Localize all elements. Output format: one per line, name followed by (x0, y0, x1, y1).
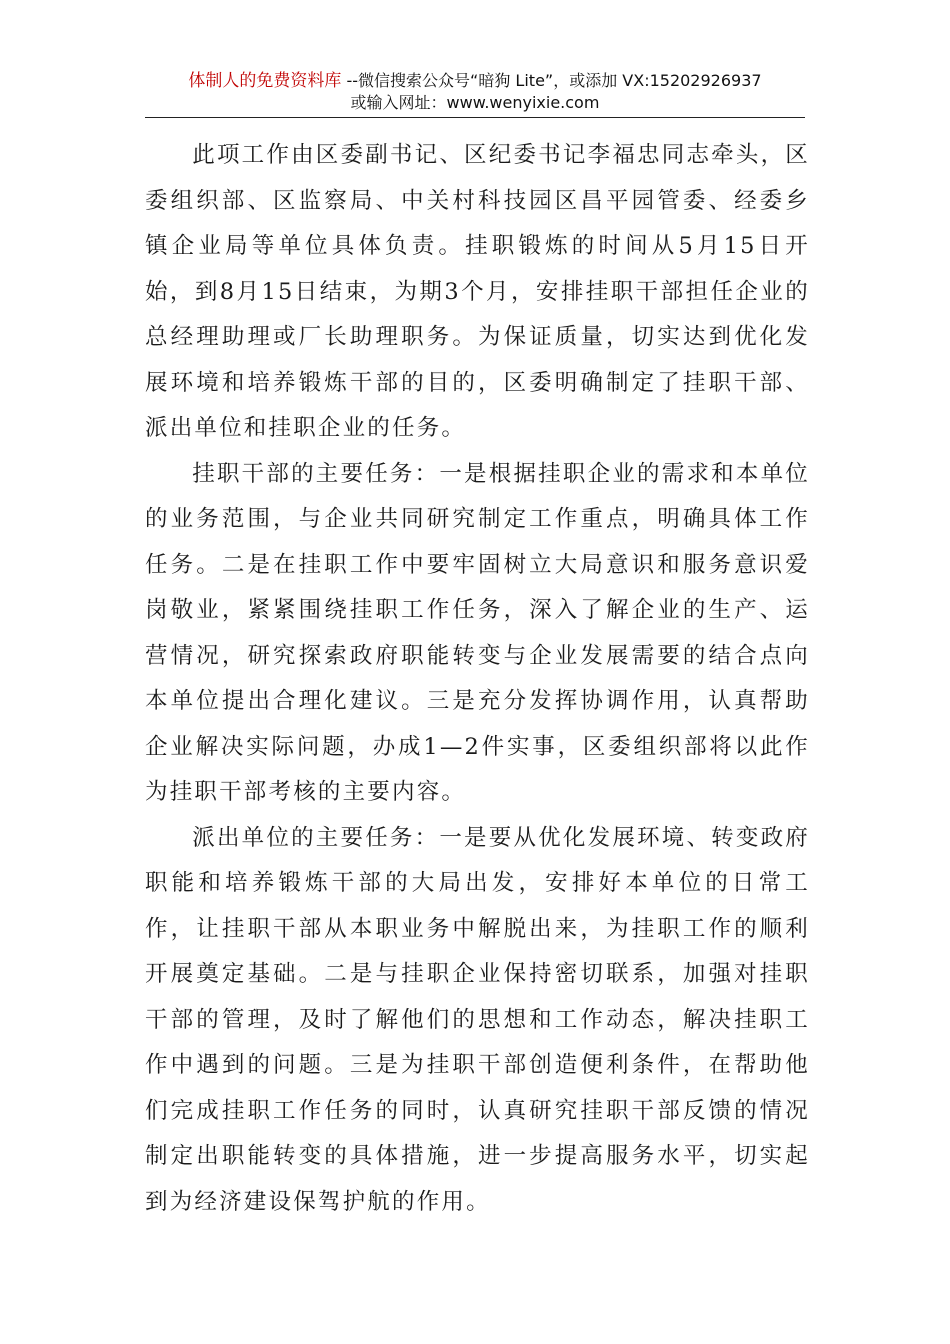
header-website: 或输入网址：www.wenyixie.com (350, 93, 600, 112)
page-header (0, 70, 950, 114)
header-line-1 (0, 70, 950, 92)
paragraph: 派出单位的主要任务：一是要从优化发展环境、转变政府职能和培养锻炼干部的大局出发，安排好本单位的日常工作，让挂职干部从本职业务中解脱出来，为挂职工作的顺利开展奠定基础。二是与挂职企业保持密切联系，加强对挂职干部的管理，及时了解他们的思想和工作动态，解决挂职工作中遇到的问题。三是为挂职干部创造便利条件，在帮助他们完成挂职工作任务的同时，认真研究挂职干部反馈的情况制定出职能转变的具体措施，进一步提高服务水平，切实起到为经济建设保驾护航的作用。 (145, 824, 810, 1215)
paragraph: 此项工作由区委副书记、区纪委书记李福忠同志牵头，区委组织部、区监察局、中关村科技园区昌平园管委、经委乡镇企业局等单位具体负责。挂职锻炼的时间从5月15日开始，到8月15日结束，为期3个月，安排挂职干部担任企业的总经理助理或厂长助理职务。为保证质量，切实达到优化发展环境和培养锻炼干部的目的，区委明确制定了挂职干部、派出单位和挂职企业的任务。 (145, 142, 810, 441)
header-brand: 体制人的免费资料库 (188, 71, 342, 91)
header-divider (145, 117, 805, 118)
paragraph: 挂职干部的主要任务：一是根据挂职企业的需求和本单位的业务范围，与企业共同研究制定工作重点，明确具体工作任务。二是在挂职工作中要牢固树立大局意识和服务意识爱岗敬业，紧紧围绕挂职工作任务，深入了解企业的生产、运营情况，研究探索政府职能转变与企业发展需要的结合点向本单位提出合理化建议。三是充分发挥协调作用，认真帮助企业解决实际问题，办成1—2件实事，区委组织部将以此作为挂职干部考核的主要内容。 (145, 460, 810, 805)
document-body (145, 133, 810, 1225)
header-contact: --微信搜索公众号“暗狗 Lite”，或添加 VX:15202926937 (341, 71, 762, 90)
